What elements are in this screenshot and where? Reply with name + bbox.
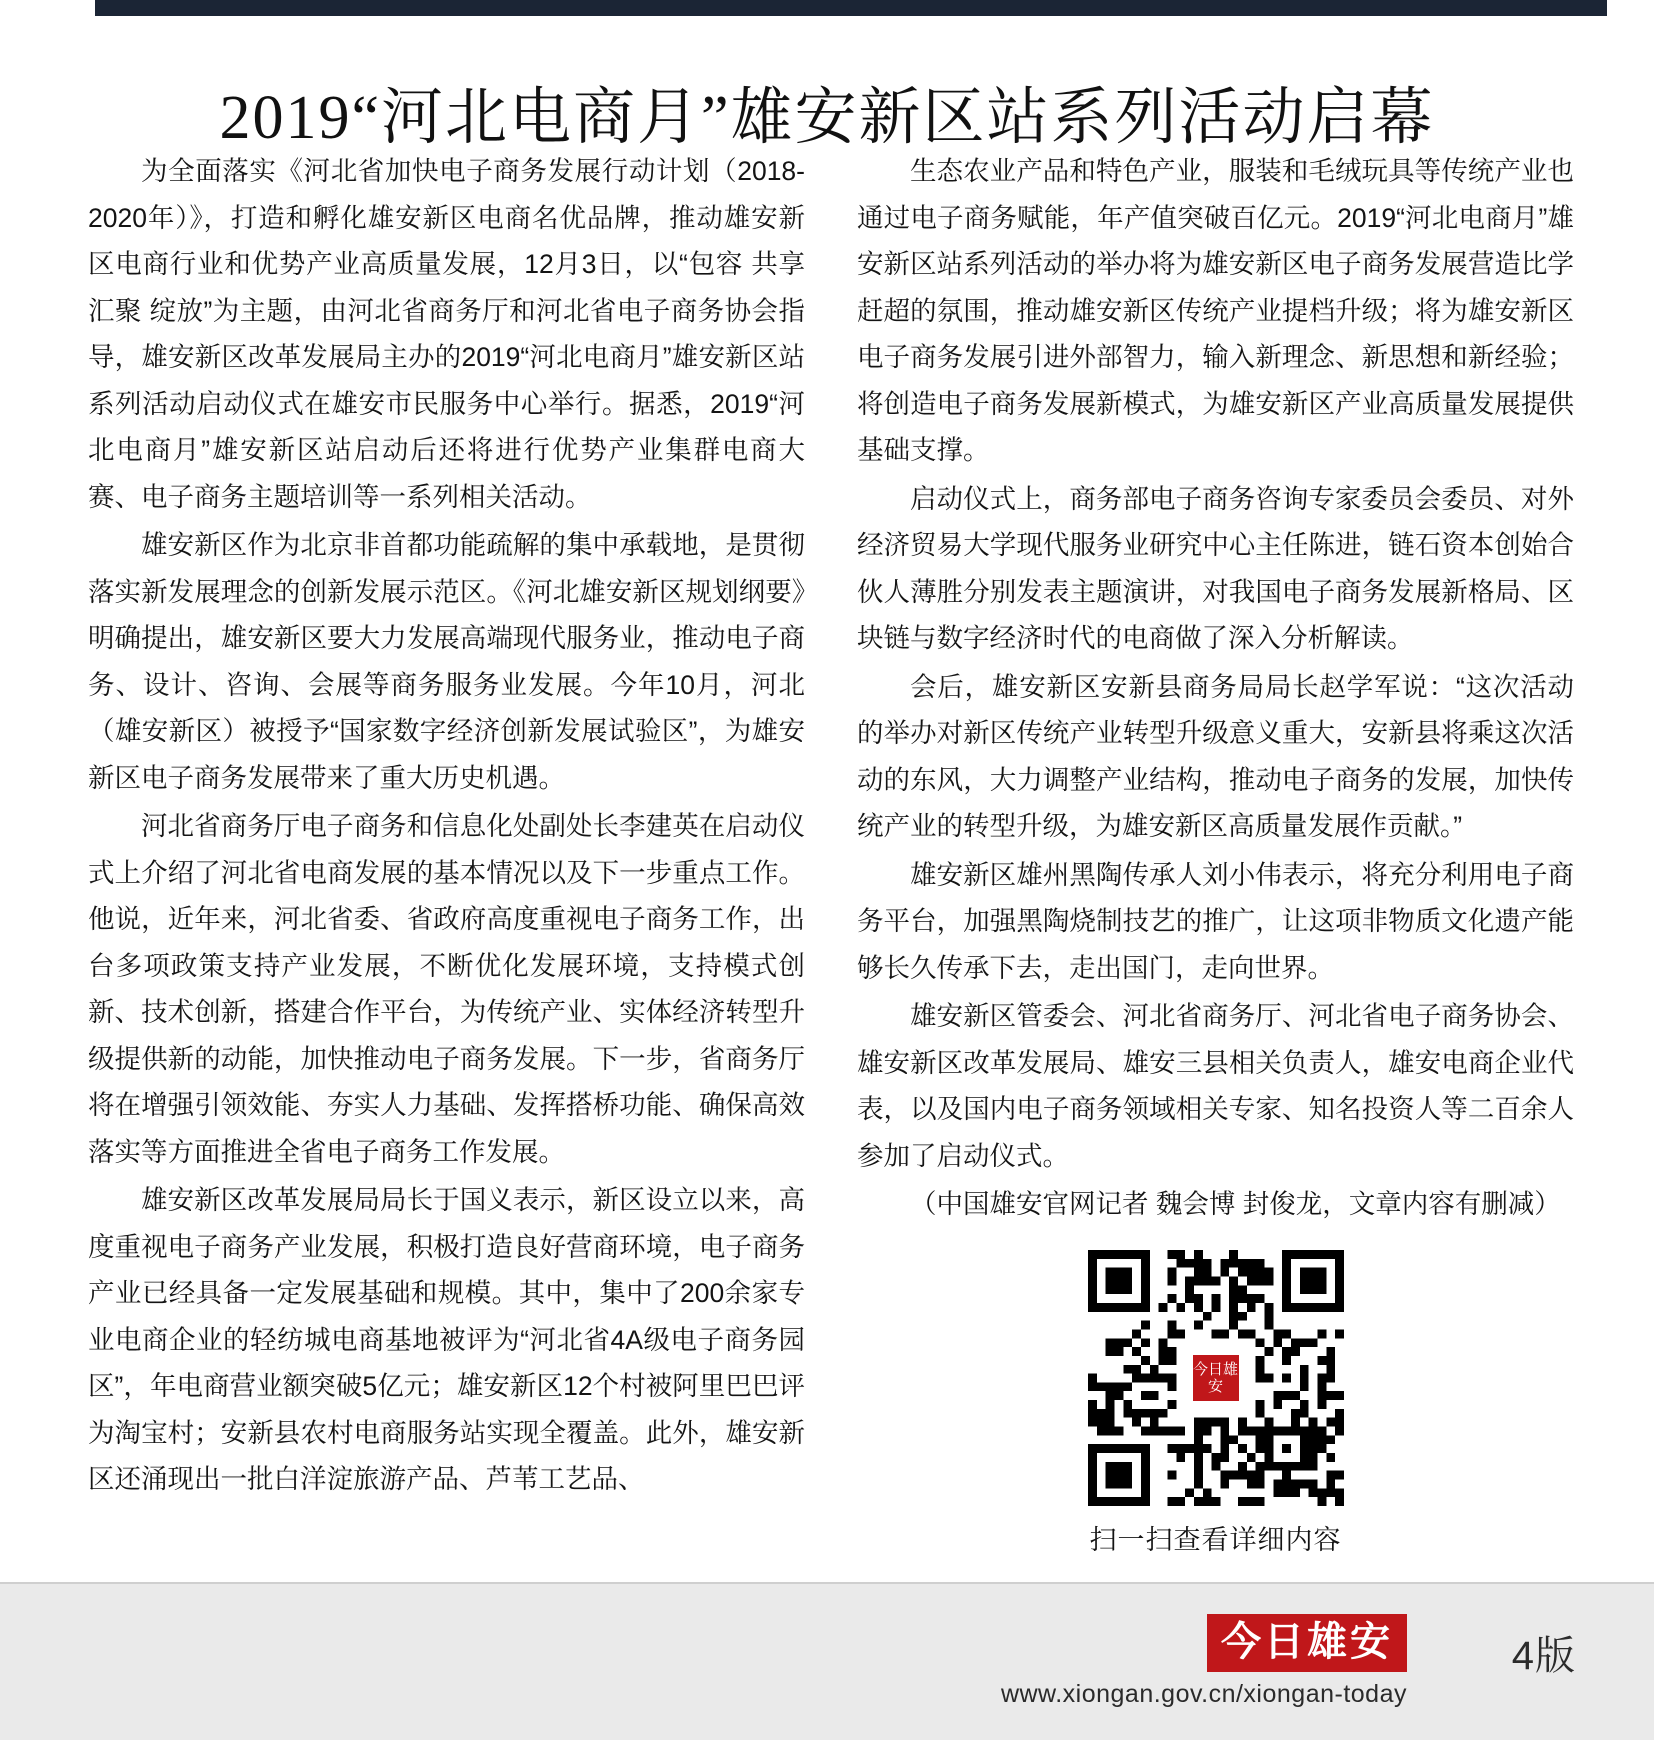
article-body	[88, 148, 1574, 1557]
page-title: 2019“河北电商月”雄安新区站系列活动启幕	[219, 83, 1435, 152]
paragraph: 河北省商务厅电子商务和信息化处副处长李建英在启动仪式上介绍了河北省电商发展的基本情况以及下一步重点工作。他说，近年来，河北省委、省政府高度重视电子商务工作，出台多项政策支持产业发展，不断优化发展环境，支持模式创新、技术创新，搭建合作平台，为传统产业、实体经济转型升级提供新的动能，加快推动电子商务发展。下一步，省商务厅将在增强引领效能、夯实人力基础、发挥搭桥功能、确保高效落实等方面推进全省电子商务工作发展。	[88, 811, 805, 1167]
brand-logo: 今日雄安	[1207, 1614, 1407, 1672]
paragraph: 会后，雄安新区安新县商务局局长赵学军说：“这次活动的举办对新区传统产业转型升级意义重大，安新县将乘这次活动的东风，大力调整产业结构，推动电子商务的发展，加快传统产业的转型升级，为雄安新区高质量发展作贡献。”	[857, 671, 1574, 841]
qr-caption: 扫一扫查看详细内容	[1089, 1524, 1342, 1555]
paragraph: 雄安新区改革发展局局长于国义表示，新区设立以来，高度重视电子商务产业发展，积极打造良好营商环境，电子商务产业已经具备一定发展基础和规模。其中，集中了200余家专业电商企业的轻纺城电商基地被评为“河北省4A级电子商务园区”，年电商营业额突破5亿元；雄安新区12个村被阿里巴巴评为淘宝村；安新县农村电商服务站实现全覆盖。此外，雄安新区还涌现出一批白洋淀旅游产品、芦苇工艺品、	[88, 1185, 805, 1494]
footer-brand	[1001, 1614, 1407, 1709]
paragraph: 生态农业产品和特色产业，服装和毛绒玩具等传统产业也通过电子商务赋能，年产值突破百亿元。2019“河北电商月”雄安新区站系列活动的举办将为雄安新区电子商务发展营造比学赶超的氛围，推动雄安新区传统产业提档升级；将为雄安新区电子商务发展引进外部智力，输入新理念、新思想和新经验；将创造电子商务发展新模式，为雄安新区产业高质量发展提供基础支撑。	[857, 156, 1574, 465]
top-decorative-bar	[95, 0, 1607, 16]
paragraph: 为全面落实《河北省加快电子商务发展行动计划（2018-2020年）》，打造和孵化雄安新区电商名优品牌，推动雄安新区电商行业和优势产业高质量发展，12月3日，以“包容 共享 汇聚 绽放”为主题，由河北省商务厅和河北省电子商务协会指导，雄安新区改革发展局主办的2019“河北电商月”雄安新区站系列活动启动仪式在雄安市民服务中心举行。据悉，2019“河北电商月”雄安新区站启动后还将进行优势产业集群电商大赛、电子商务主题培训等一系列相关活动。	[88, 156, 805, 512]
qr-center-logo: 今日雄安	[1190, 1352, 1242, 1404]
paragraph: 雄安新区管委会、河北省商务厅、河北省电子商务协会、雄安新区改革发展局、雄安三县相关负责人，雄安电商企业代表，以及国内电子商务领域相关专家、知名投资人等二百余人参加了启动仪式。	[857, 1001, 1574, 1171]
paragraph: 雄安新区雄州黑陶传承人刘小伟表示，将充分利用电子商务平台，加强黑陶烧制技艺的推广，让这项非物质文化遗产能够长久传承下去，走出国门，走向世界。	[857, 859, 1574, 983]
brand-url: www.xiongan.gov.cn/xiongan-today	[1000, 1680, 1407, 1708]
paragraph: 启动仪式上，商务部电子商务咨询专家委员会委员、对外经济贸易大学现代服务业研究中心主任陈进，链石资本创始合伙人薄胜分别发表主题演讲，对我国电子商务发展新格局、区块链与数字经济时代的电商做了深入分析解读。	[857, 483, 1574, 653]
page-number: 4版	[1511, 1634, 1576, 1678]
article-credit: （中国雄安官网记者 魏会博 封俊龙，文章内容有删减）	[910, 1189, 1561, 1219]
left-column	[88, 148, 805, 1557]
paragraph: 雄安新区作为北京非首都功能疏解的集中承载地，是贯彻落实新发展理念的创新发展示范区。《河北雄安新区规划纲要》明确提出，雄安新区要大力发展高端现代服务业，推动电子商务、设计、咨询、会展等商务服务业发展。今年10月，河北（雄安新区）被授予“国家数字经济创新发展试验区”，为雄安新区电子商务发展带来了重大历史机遇。	[88, 530, 805, 793]
qr-code[interactable]	[1088, 1250, 1344, 1506]
qr-code-block	[857, 1250, 1574, 1557]
right-column	[857, 148, 1574, 1557]
